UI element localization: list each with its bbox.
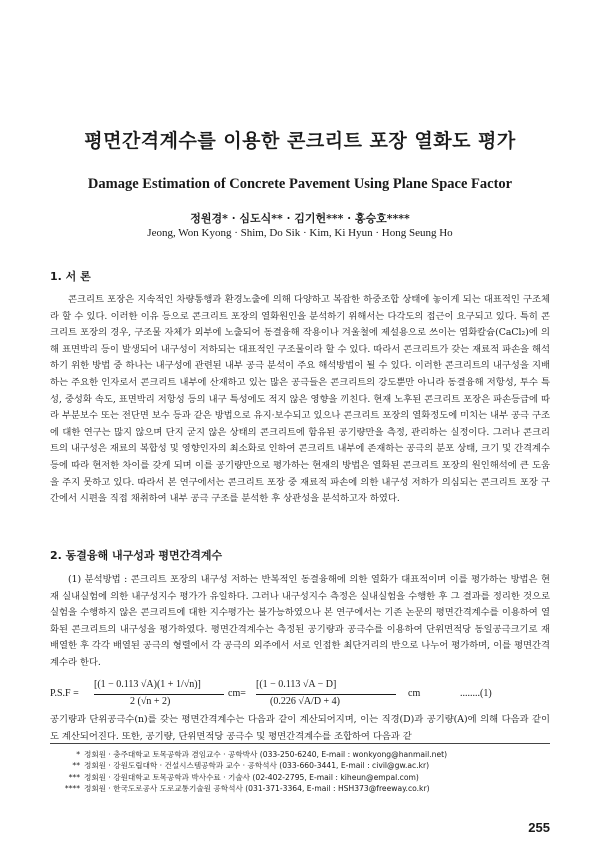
formula-numerator-2: [(1 − 0.113 √A − D] [256, 679, 337, 690]
fraction-bar-2 [256, 694, 396, 695]
formula-denominator-2: (0.226 √A/D + 4) [270, 696, 341, 707]
section-2-continued [50, 712, 550, 745]
footnote-divider [50, 743, 550, 744]
footnote: * 정회원 · 충주대학교 토목공학과 겸임교수 · 공학박사 (033-250-6240, E-mail : wonkyong@hanmail.net) [76, 750, 448, 759]
equation-1 [50, 679, 550, 709]
page-number: 255 [528, 820, 550, 835]
section-2-body [50, 572, 550, 672]
section-2-heading: 2. 동결융해 내구성과 평면간격계수 [50, 549, 223, 562]
authors-english: Jeong, Won Kyong · Shim, Do Sik · Kim, Ki Hyun · Hong Seung Ho [147, 227, 453, 239]
section-1-body [50, 292, 550, 508]
formula-unit: cm [408, 688, 421, 699]
section-1-text: 콘크리트 포장은 지속적인 차량통행과 환경노출에 의해 다양하고 복잡한 하중조합 상태에 놓이게 되는 대표적인 구조체라 할 수 있다. 이러한 이유 등으로 콘크리트 포장의 열화원인을 분석하기 위해서는 다각도의 접근이 요구되고 있다. 특히 콘크리트 포장의 경우, 구조물 자체가 외부에 노출되어 동결융해 작용이나 겨울철에 제설용으로 쓰이는 염화칼슘(CaCl₂)에 의해 표면박리 등이 발생되어 내구성이 저하되는 대표적인 구조물이라 할 수 있다. 따라서 콘크리트가 갖는 재료적 파손을 해석하기 위한 방법 중 하나는 내구성에 관련된 내부 공극 분석이 주요 해석방법이 될 수 있다. 이러한 콘크리트의 내구성을 지배하는 주요한 인자로서 콘크리트 내부에 산재하고 있는 많은 공극들은 콘크리트의 강도뿐만 아니라 동결융해 저항성, 투수 특성, 중성화 속도, 표면박리 저항성 등의 내구 특성에도 적지 않은 영향을 끼친다. 현재 노후된 콘크리트 포장은 파손등급에 따라 부분보수 또는 전단면 보수 등과 같은 방법으로 유지·보수되고 있으나 콘크리트 포장의 열화정도에 미치는 내부 공극 구조에 대한 연구는 많지 않으며 단지 굳지 않은 상태의 콘크리트에 함유된 공기량만을 측정, 관리하는 실정이다. 그러나 콘크리트의 내구성은 재료의 복합성 및 영향인자의 최소화로 인하여 콘크리트 내부에 존재하는 공극의 분포 상태, 크기 및 간격계수 등에 따라 현저한 차이를 갖게 되며 이를 공기량만으로 평가하는 현재의 방법은 열화된 콘크리트 포장의 원인해석에 큰 도움을 주지 못하고 있다. 따라서 본 연구에서는 콘크리트 포장 중 재료적 파손에 의한 내구성 저하가 의심되는 콘크리트 포장 구간에서 시편을 직접 채취하여 내부 공극 구조를 분석한 후 상관성을 분석하고자 하였다. [50, 294, 550, 505]
paper-title-korean: 평면간격계수를 이용한 콘크리트 포장 열화도 평가 [84, 130, 516, 152]
formula-numerator-1: [(1 − 0.113 √A)(1 + 1/√n)] [94, 679, 201, 690]
paper-title-english: Damage Estimation of Concrete Pavement Using Plane Space Factor [87, 176, 513, 192]
section-2-after-text: 공기량과 단위공극수(n)를 갖는 평면간격계수는 다음과 같이 계산되어지며, 이는 직경(D)과 공기량(A)에 의해 다음과 같이도 계산되어진다. 또한, 공기량, 단위면적당 공극수 및 평면간격계수를 조합하여 다음과 같 [50, 714, 550, 742]
authors-korean: 정원경* · 심도식** · 김기헌*** · 홍승호**** [190, 212, 410, 225]
equation-number: ........(1) [460, 688, 492, 699]
footnote: *** 정회원 · 강원대학교 토목공학과 박사수료 · 기술사 (02-402-2795, E-mail : kiheun@empal.com) [68, 772, 419, 782]
formula-mid: cm= [228, 688, 246, 699]
footnote: ** 정회원 · 강원도립대학 · 건설시스템공학과 교수 · 공학석사 (033-660-3441, E-mail : civil@gw.ac.kr) [72, 761, 430, 771]
footnotes [50, 749, 550, 794]
section-1-heading: 1. 서 론 [50, 270, 91, 283]
section-2-text: (1) 분석방법 : 콘크리트 포장의 내구성 저하는 반복적인 동결융해에 의한 열화가 대표적이며 이를 평가하는 방법은 현재 실내실험에 의한 내구성지수 평가가 유일하다. 그러나 내구성지수 측정은 실내실험을 수행한 후 그 결과를 정리한 것으로 실험을 수행하지 않은 콘크리트에 대한 지수평가는 불가능하였으나 본 연구에서는 기존 논문의 평면간격계수를 이용하여 열화된 콘크리트의 내구성을 평가하였다. 평면간격계수는 측정된 공기량과 공극수를 이용하여 단위면적당 동일공극크기로 재배열한 후 각각 배열된 공극의 형렬에서 각 공극의 외주에서 서로 인접한 최단거리의 반으로 나누어 평가하며, 이를 평면간격계수라 한다. [50, 574, 550, 668]
formula-lhs: P.S.F = [50, 688, 79, 699]
footnote: **** 정회원 · 한국도로공사 도로교통기술원 공학석사 (031-371-3364, E-mail : HSH373@freeway.co.kr) [64, 783, 430, 793]
fraction-bar-1 [94, 694, 224, 695]
formula-denominator-1: 2 (√n + 2) [130, 696, 171, 707]
